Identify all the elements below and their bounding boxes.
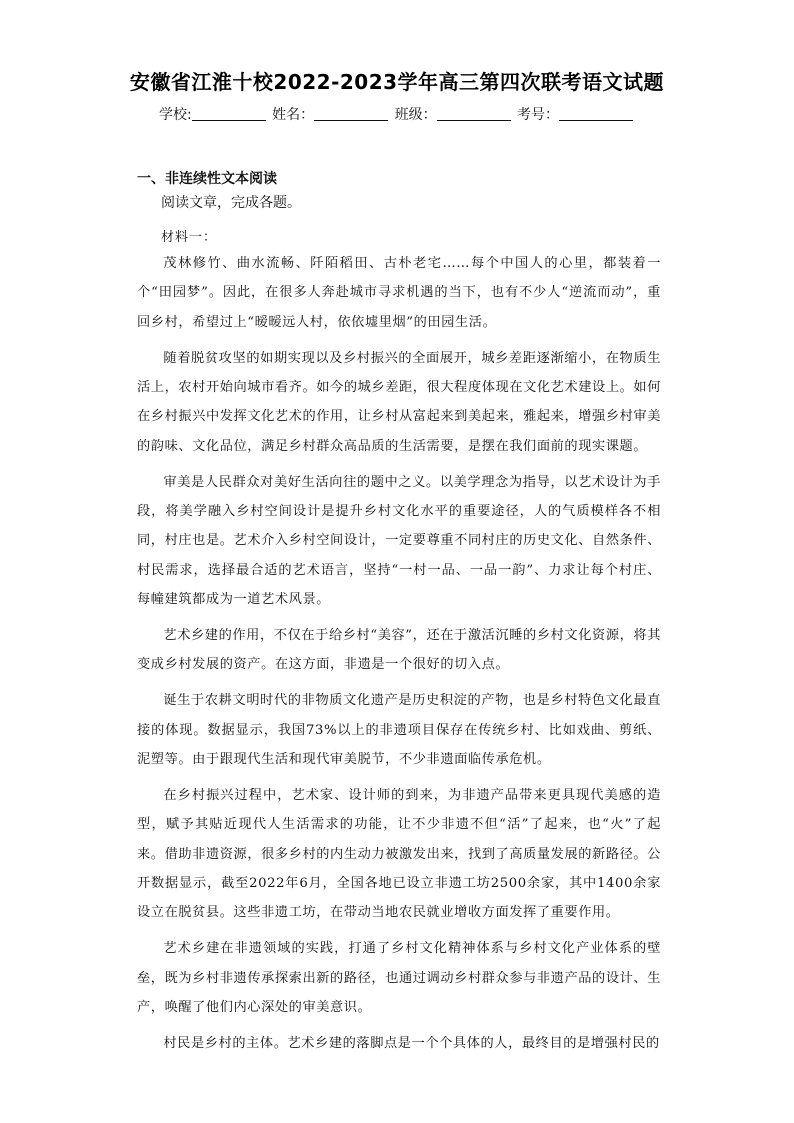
student-info-line xyxy=(0,104,794,124)
exam-number-blank[interactable] xyxy=(559,106,633,121)
class-label: 班级： xyxy=(394,107,437,123)
exam-title: 安徽省江淮十校2022-2023学年高三第四次联考语文试题 xyxy=(129,70,665,94)
paragraph: 艺术乡建在非遗领域的实践，打通了乡村文化精神体系与乡村文化产业体系的壁垒，既为乡村非遗传承探索出新的路径，也通过调动乡村群众参与非遗产品的设计、生产，唤醒了他们内心深处的审美意识。 xyxy=(137,941,661,1016)
school-blank[interactable] xyxy=(192,106,266,121)
name-blank[interactable] xyxy=(314,106,388,121)
paragraph: 在乡村振兴过程中，艺术家、设计师的到来，为非遗产品带来更具现代美感的造型，赋予其贴近现代人生活需求的功能，让不少非遗不但“活”了起来，也“火”了起来。借助非遗资源，很多乡村的内生动力被激发出来，找到了高质量发展的新路径。公开数据显示，截至2022年6月，全国各地已设立非遗工坊2500余家，其中1400余家设立在脱贫县。这些非遗工坊，在带动当地农民就业增收方面发挥了重要作用。 xyxy=(137,787,661,921)
paragraph: 艺术乡建的作用，不仅在于给乡村“美容”，还在于激活沉睡的乡村文化资源，将其变成乡村发展的资产。在这方面，非遗是一个很好的切入点。 xyxy=(137,628,661,673)
article-body xyxy=(137,249,661,1065)
exam-number-label: 考号： xyxy=(517,107,560,123)
class-blank[interactable] xyxy=(437,106,511,121)
paragraph: 茂林修竹、曲水流畅、阡陌稻田、古朴老宅……每个中国人的心里，都装着一个“田园梦”。因此，在很多人奔赴城市寻求机遇的当下，也有不少人“逆流而动”，重回乡村，希望过上“暧暧远人村，依依墟里烟”的田园生活。 xyxy=(137,256,661,330)
school-label: 学校: xyxy=(158,107,192,123)
material-label: 材料一： xyxy=(161,230,218,245)
section-instruction: 阅读文章，完成各题。 xyxy=(161,195,301,211)
paragraph: 村民是乡村的主体。艺术乡建的落脚点是一个个具体的人，最终目的是增强村民的 xyxy=(163,1035,660,1051)
paragraph: 随着脱贫攻坚的如期实现以及乡村振兴的全面展开，城乡差距逐渐缩小，在物质生活上，农村开始向城市看齐。如今的城乡差距，很大程度体现在文化艺术建设上。如何在乡村振兴中发挥文化艺术的作用，让乡村从富起来到美起来，雅起来，增强乡村审美的韵味、文化品位，满足乡村群众高品质的生活需要，是摆在我们面前的现实课题。 xyxy=(137,350,661,454)
section-heading: 一、非连续性文本阅读 xyxy=(137,171,277,187)
paragraph: 审美是人民群众对美好生活向往的题中之义。以美学理念为指导，以艺术设计为手段，将美学融入乡村空间设计是提升乡村文化水平的重要途径，人的气质模样各不相同，村庄也是。艺术介入乡村空间设计，一定要尊重不同村庄的历史文化、自然条件、村民需求，选择最合适的艺术语言，坚持“一村一品、一品一韵”、力求让每个村庄、每幢建筑都成为一道艺术风景。 xyxy=(137,474,661,608)
name-label: 姓名： xyxy=(272,107,315,123)
paragraph: 诞生于农耕文明时代的非物质文化遗产是历史积淀的产物，也是乡村特色文化最直接的体现。数据显示，我国73%以上的非遗项目保存在传统乡村、比如戏曲、剪纸、泥塑等。由于跟现代生活和现代审美脱节，不少非遗面临传承危机。 xyxy=(137,693,661,768)
